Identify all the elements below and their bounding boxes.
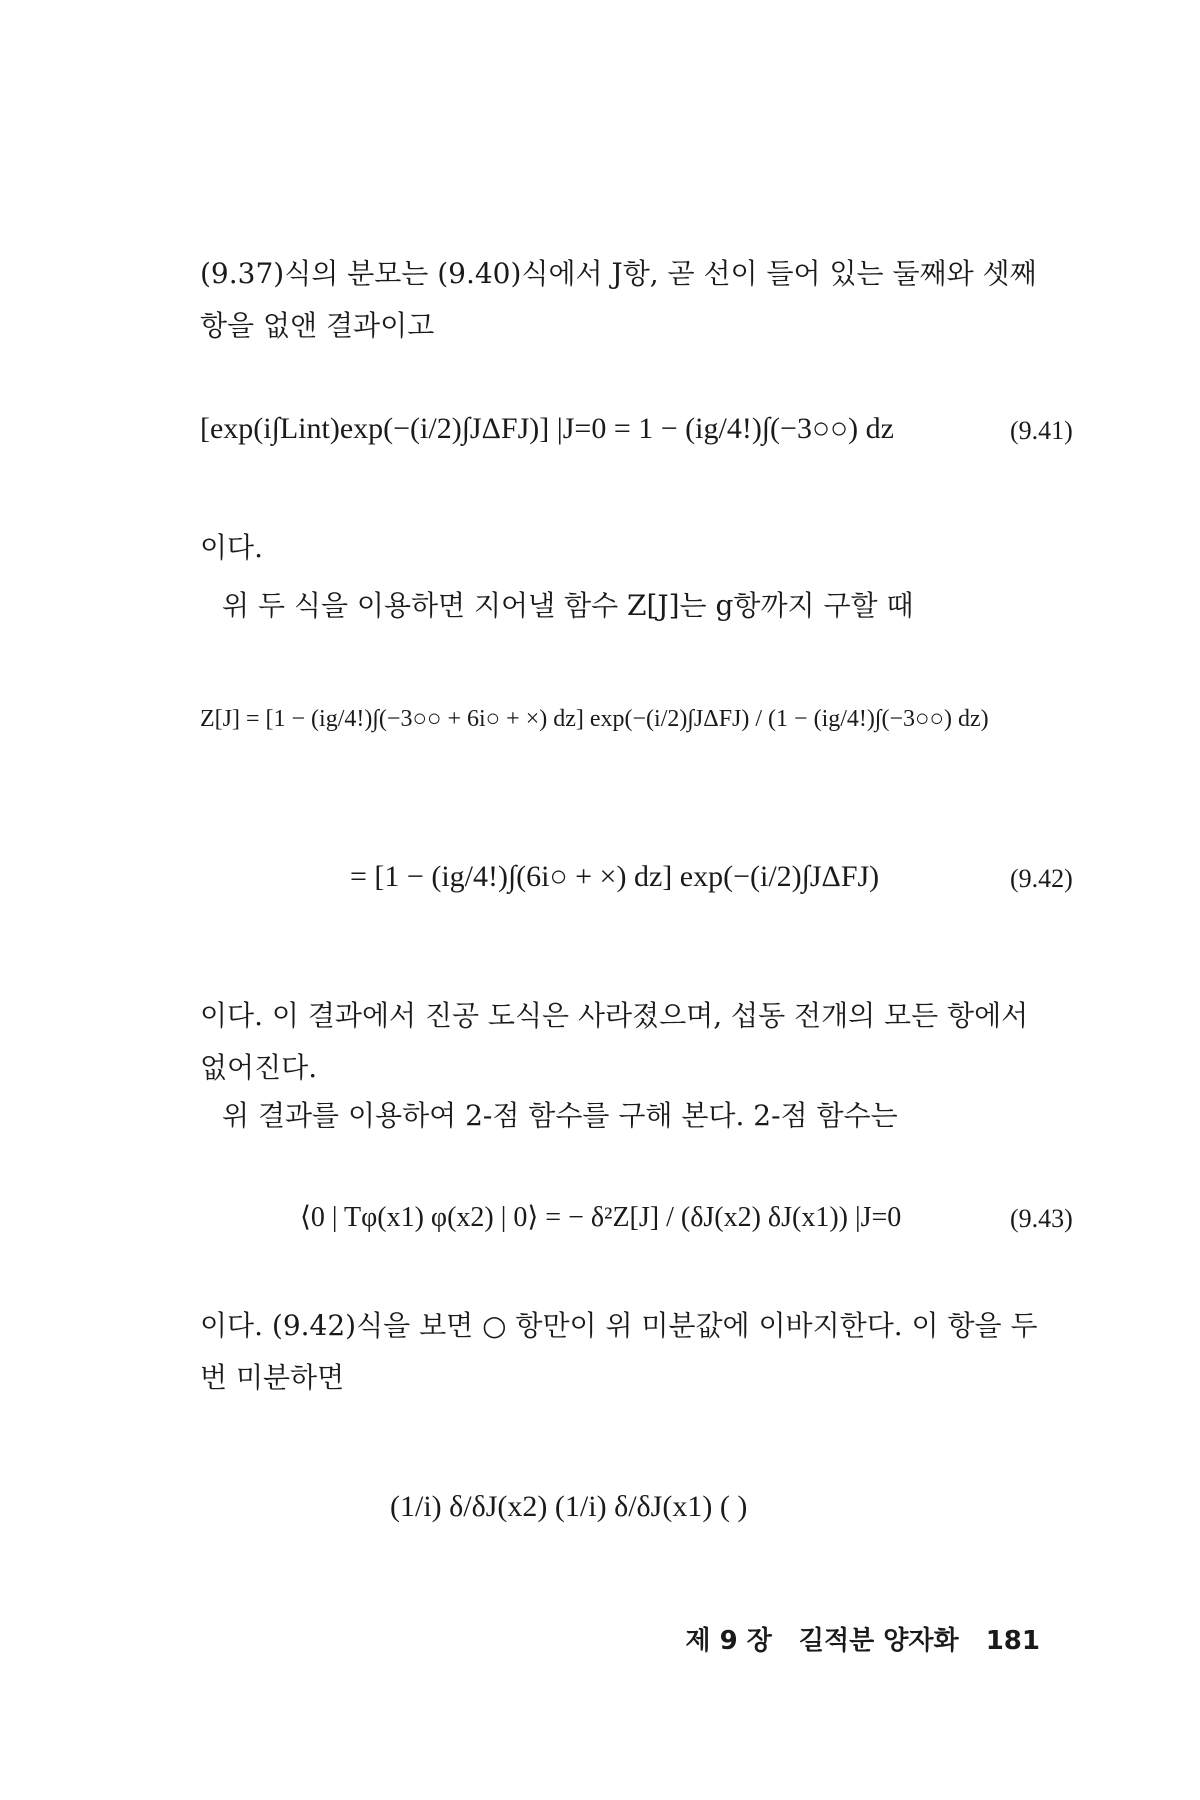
footer-title: 길적분 양자화 [798, 1626, 959, 1656]
equation-derivative: (1/i) δ/δJ(x2) (1/i) δ/δJ(x1) ( ) [390, 1490, 748, 1523]
page-number: 181 [985, 1626, 1040, 1656]
paragraph-4: 이다. 이 결과에서 진공 도식은 사라졌으며, 섭동 전개의 모든 항에서 없어진다. [200, 999, 1029, 1084]
equation-9-42-line-1: Z[J] = [1 − (ig/4!)∫(−3○○ + 6i○ + ×) dz] exp(−(i/2)∫JΔFJ) / (1 − (ig/4!)∫(−3○○) dz) [200, 706, 989, 732]
footer-chapter: 제 9 장 [685, 1626, 772, 1656]
equation-9-41: [exp(i∫Lint)exp(−(i/2)∫JΔFJ)] |J=0 = 1 − (ig/4!)∫(−3○○) dz [200, 412, 894, 445]
paragraph-6: 이다. (9.42)식을 보면 ○ 항만이 위 미분값에 이바지한다. 이 항을 두 번 미분하면 [200, 1309, 1038, 1394]
page-footer [667, 1620, 1040, 1657]
equation-number-9-42: (9.42) [1010, 864, 1073, 893]
equation-9-42-line-2: = [1 − (ig/4!)∫(6i○ + ×) dz] exp(−(i/2)∫JΔFJ) [350, 860, 880, 893]
equation-number-9-43: (9.43) [1010, 1204, 1073, 1233]
paragraph-2: 이다. [200, 531, 263, 564]
paragraph-1: (9.37)식의 분모는 (9.40)식에서 J항, 곧 선이 들어 있는 둘째와 셋째항을 없앤 결과이고 [200, 257, 1037, 342]
equation-number-9-41: (9.41) [1010, 416, 1073, 445]
equation-9-43: ⟨0 | Tφ(x1) φ(x2) | 0⟩ = − δ²Z[J] / (δJ(x2) δJ(x1)) |J=0 [300, 1202, 902, 1233]
paragraph-3: 위 두 식을 이용하면 지어낼 함수 Z[J]는 g항까지 구할 때 [222, 589, 914, 622]
paragraph-5: 위 결과를 이용하여 2-점 함수를 구해 본다. 2-점 함수는 [222, 1099, 898, 1132]
